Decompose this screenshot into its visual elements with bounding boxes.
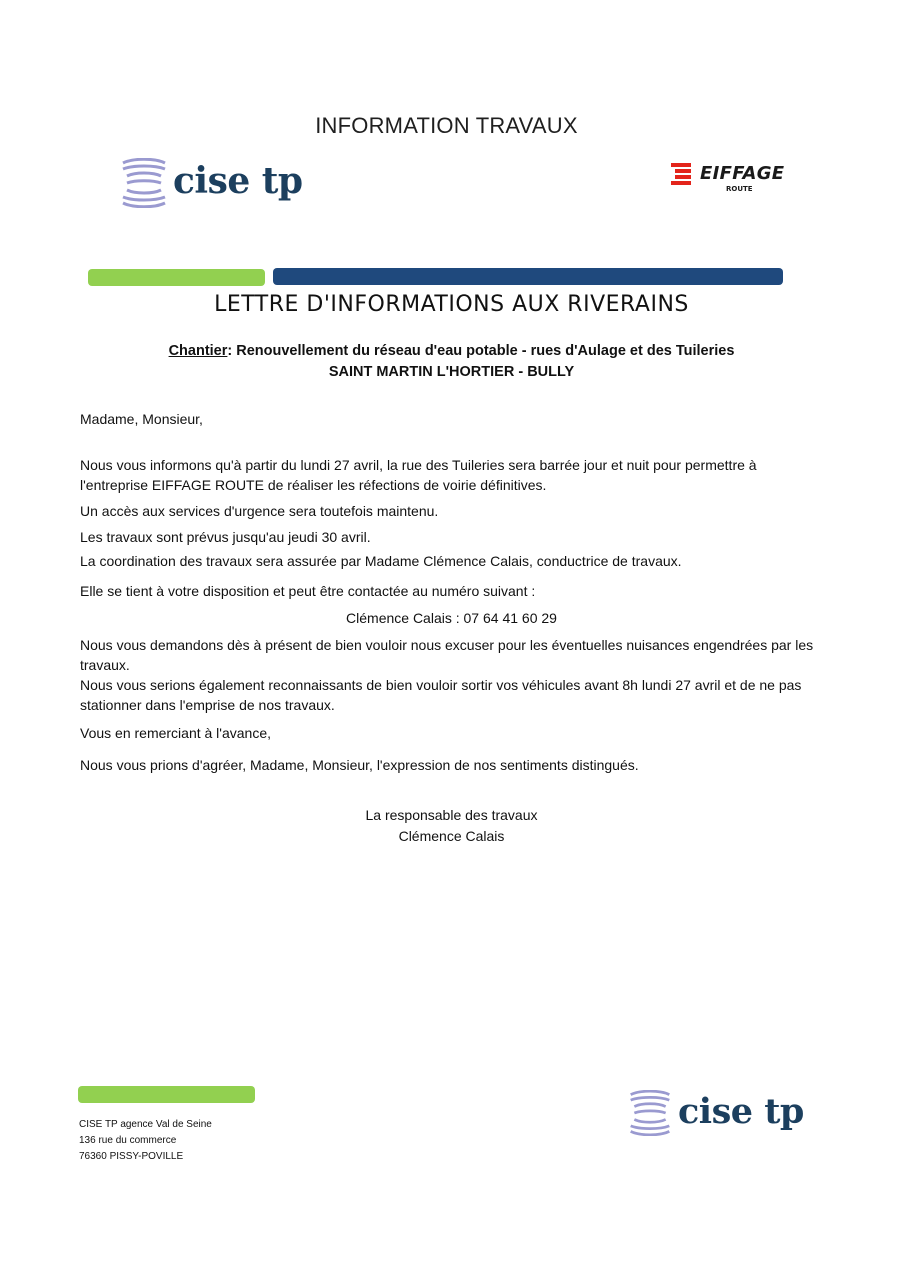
footer-city: 76360 PISSY-POVILLE bbox=[79, 1151, 184, 1162]
paragraph-dates: Les travaux sont prévus jusqu'au jeudi 30 avril. bbox=[80, 529, 371, 545]
paragraph-emergency: Un accès aux services d'urgence sera toutefois maintenu. bbox=[80, 503, 439, 519]
cise-wave-icon bbox=[121, 158, 167, 208]
footer-address bbox=[79, 1117, 212, 1165]
salutation: Madame, Monsieur, bbox=[80, 411, 203, 427]
eiffage-flag-icon bbox=[671, 163, 693, 185]
blue-divider-bar bbox=[273, 268, 783, 285]
footer-cise-tp-logo bbox=[628, 1090, 804, 1136]
green-divider-bar bbox=[88, 269, 265, 286]
eiffage-subtitle: ROUTE bbox=[726, 185, 753, 193]
chantier-text: : Renouvellement du réseau d'eau potable - rues d'Aulage et des Tuileries bbox=[227, 343, 735, 359]
paragraph-request: Nous vous serions également reconnaissants de bien vouloir sortir vos véhicules avant 8h lundi 27 avril et de ne pas stationner dans l'emprise de nos travaux. bbox=[80, 677, 802, 713]
signature-role: La responsable des travaux bbox=[365, 807, 538, 823]
chantier-block bbox=[0, 341, 900, 383]
eiffage-wordmark: EIFFAGE bbox=[700, 163, 785, 184]
cise-tp-logo bbox=[121, 158, 303, 208]
paragraph-apology: Nous vous demandons dès à présent de bien vouloir nous excuser pour les éventuelles nuisances engendrées par les travaux. bbox=[80, 637, 814, 673]
header-title: INFORMATION TRAVAUX bbox=[315, 113, 578, 138]
paragraph-closing: Nous vous prions d'agréer, Madame, Monsieur, l'expression de nos sentiments distingués. bbox=[80, 757, 639, 773]
cise-tp-wordmark: cise tp bbox=[678, 1090, 804, 1132]
chantier-location: SAINT MARTIN L'HORTIER - BULLY bbox=[328, 364, 575, 380]
paragraph-coordination: La coordination des travaux sera assurée par Madame Clémence Calais, conductrice de travaux. bbox=[80, 553, 682, 569]
paragraph-thanks: Vous en remerciant à l'avance, bbox=[80, 725, 272, 741]
signature-name: Clémence Calais bbox=[398, 828, 505, 844]
letter-title: LETTRE D'INFORMATIONS AUX RIVERAINS bbox=[214, 292, 689, 317]
paragraph-contact-intro: Elle se tient à votre disposition et peut être contactée au numéro suivant : bbox=[80, 583, 536, 599]
chantier-label: Chantier bbox=[168, 343, 228, 359]
eiffage-route-logo bbox=[671, 163, 784, 193]
footer-green-bar bbox=[78, 1086, 255, 1103]
paragraph-info: Nous vous informons qu'à partir du lundi 27 avril, la rue des Tuileries sera barrée jour et nuit pour permettre à l'entreprise EIFFAGE ROUTE de réaliser les réfections de voirie définitives. bbox=[80, 457, 757, 493]
footer-street: 136 rue du commerce bbox=[79, 1135, 177, 1146]
cise-wave-icon bbox=[628, 1090, 672, 1136]
cise-tp-wordmark: cise tp bbox=[173, 160, 303, 202]
contact-line: Clémence Calais : 07 64 41 60 29 bbox=[346, 610, 557, 626]
footer-agency: CISE TP agence Val de Seine bbox=[79, 1119, 212, 1130]
